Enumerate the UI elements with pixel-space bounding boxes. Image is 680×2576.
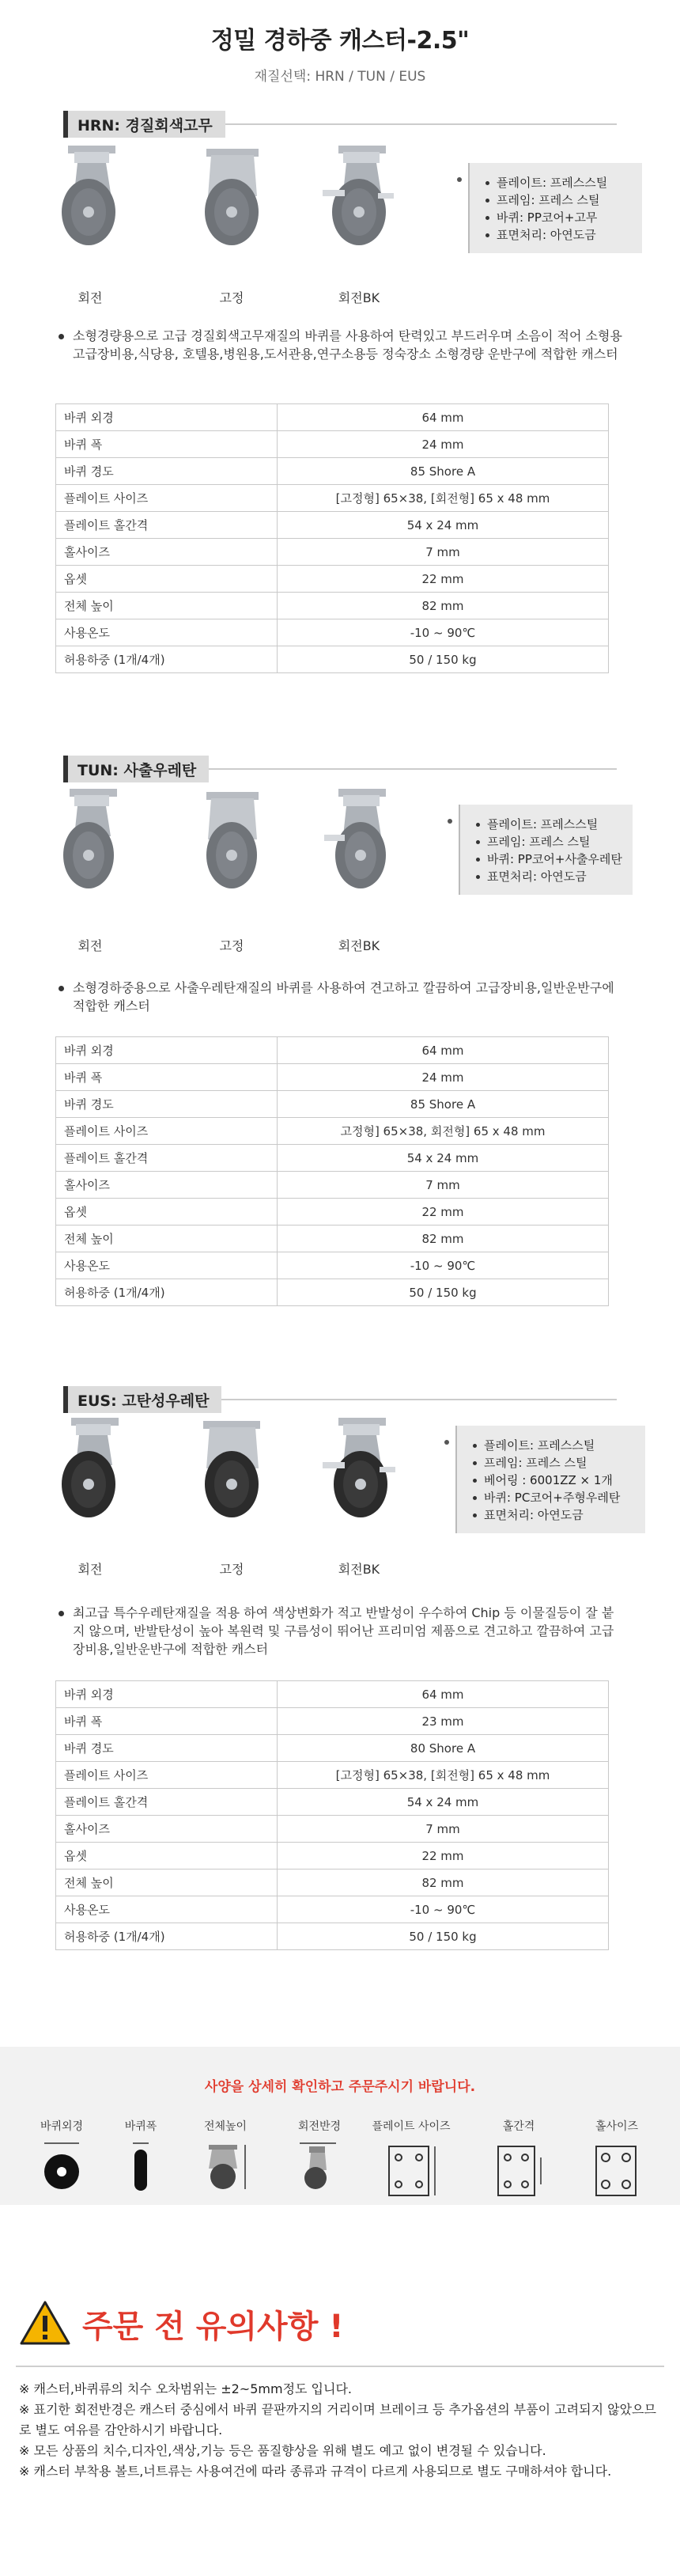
caster-swivel-image	[51, 146, 130, 248]
guide-swivel-radius	[280, 2118, 359, 2195]
dimension-guide	[0, 2047, 680, 2205]
table-row: 바퀴 폭 23 mm	[56, 1708, 609, 1735]
notice-line: ※ 캐스터 부착용 볼트,너트류는 사용여건에 따라 종류과 규격이 다르게 사용되므로 별도 구매하셔야 합니다.	[19, 2464, 612, 2479]
hole-spacing-icon	[487, 2140, 550, 2203]
section-tag-label: EUS: 고탄성우레탄	[77, 1392, 210, 1410]
spec-table	[55, 1680, 609, 1950]
table-row: 플레이트 사이즈 [고정형] 65×38, [회전형] 65 x 48 mm	[56, 1762, 609, 1789]
caption-swivel: 회전	[77, 938, 103, 953]
table-row: 바퀴 외경 64 mm	[56, 404, 609, 431]
caption-fixed: 고정	[219, 938, 244, 953]
wheel-diameter-icon	[38, 2140, 85, 2195]
spec-table	[55, 1036, 609, 1306]
notice-line: ※ 모든 상품의 치수,디자인,색상,기능 등은 품질향상을 위해 별도 예고 없이 변경될 수 있습니다.	[19, 2443, 546, 2458]
tag-marker	[63, 1386, 68, 1413]
caption-swivel: 회전	[77, 1562, 103, 1577]
guide-wheel-diameter	[22, 2118, 101, 2195]
total-height-icon	[198, 2140, 253, 2195]
guide-label: 홀간격	[502, 2120, 535, 2133]
guide-label: 회전반경	[297, 2120, 342, 2133]
caster-fixed-image	[192, 789, 271, 892]
order-notice	[0, 2205, 680, 2576]
table-row: 홀사이즈 7 mm	[56, 539, 609, 566]
guide-total-height	[186, 2118, 265, 2195]
product-description: 소형경량용으로 고급 경질회색고무재질의 바퀴를 사용하여 탄력있고 부드러우며 소음이 적어 소형용 고급장비용,식당용, 호텔용,병원용,도서관용,연구소용등 정숙장소 소형경량 운반구에 적합한 캐스터	[55, 327, 625, 363]
guide-label: 전체높이	[203, 2120, 247, 2133]
spec-item: 프레임: 프레스 스틸	[473, 1454, 636, 1472]
material-spec-list	[476, 816, 623, 885]
table-row: 옵셋 22 mm	[56, 1199, 609, 1225]
table-row: 허용하중 (1개/4개) 50 / 150 kg	[56, 1923, 609, 1950]
product-description: 최고급 특수우레탄재질을 적용 하여 색상변화가 적고 반발성이 우수하여 Chip 등 이물질등이 잘 붙지 않으며, 반발탄성이 높아 복원력 및 구름성이 뛰어난 프리미엄 제품으로 견고하고 깔끔하여 고급장비용,일반운반구에 적합한 캐스터	[55, 1604, 625, 1658]
table-row: 홀사이즈 7 mm	[56, 1816, 609, 1843]
table-row: 옵셋 22 mm	[56, 566, 609, 593]
guide-label: 바퀴외경	[40, 2120, 84, 2133]
table-row: 허용하중 (1개/4개) 50 / 150 kg	[56, 1279, 609, 1306]
material-spec-box	[459, 805, 633, 895]
guide-plate-size	[372, 2118, 451, 2203]
guide-wheel-width	[101, 2118, 180, 2195]
spec-item: 플레이트: 프레스스틸	[473, 1437, 636, 1454]
table-row: 바퀴 경도 85 Shore A	[56, 1091, 609, 1118]
page-header	[0, 0, 680, 85]
notice-title: 주문 전 유의사항 !	[82, 2309, 344, 2345]
table-row: 전체 높이 82 mm	[56, 1869, 609, 1896]
spec-table	[55, 403, 609, 673]
page-title: 정밀 경하중 캐스터-2.5"	[210, 27, 470, 55]
material-subtitle: 재질선택: HRN / TUN / EUS	[254, 69, 426, 85]
caption-fixed: 고정	[219, 1562, 244, 1577]
table-row: 바퀴 경도 80 Shore A	[56, 1735, 609, 1762]
caster-fixed-image	[192, 146, 271, 248]
section-tag-label: TUN: 사출우레탄	[77, 761, 197, 779]
section-tag	[63, 111, 225, 138]
box-pointer-dot	[448, 819, 452, 824]
guide-hole-size	[577, 2118, 656, 2203]
caption-swivel-brake: 회전BK	[338, 290, 380, 305]
tag-marker	[63, 756, 68, 782]
table-row: 바퀴 경도 85 Shore A	[56, 458, 609, 485]
table-row: 플레이트 사이즈 고정형] 65×38, 회전형] 65 x 48 mm	[56, 1118, 609, 1145]
caster-swivel-brake-image	[319, 1418, 399, 1521]
spec-item: 바퀴: PC코어+주형우레탄	[473, 1489, 636, 1506]
spec-item: 프레임: 프레스 스틸	[476, 833, 623, 850]
wheel-width-icon	[117, 2140, 164, 2195]
box-pointer-dot	[444, 1440, 449, 1445]
product-description: 소형경하중용으로 사출우레탄재질의 바퀴를 사용하여 견고하고 깔끔하여 고급장비용,일반운반구에 적합한 캐스터	[55, 979, 625, 1015]
material-spec-box	[468, 163, 642, 253]
spec-item: 표면처리: 아연도금	[473, 1506, 636, 1524]
caster-fixed-image	[192, 1418, 271, 1521]
caption-swivel-brake: 회전BK	[338, 1562, 380, 1577]
section-tag-label: HRN: 경질회색고무	[77, 116, 213, 134]
table-row: 플레이트 홀간격 54 x 24 mm	[56, 512, 609, 539]
notice-line: ※ 표기한 회전반경은 캐스터 중심에서 바퀴 끝판까지의 거리이며 브레이크 등 추가옵션의 부품이 고려되지 않았으므로 별도 여유를 감안하시기 바랍니다.	[19, 2402, 656, 2438]
section-tag	[63, 1386, 221, 1413]
tag-marker	[63, 111, 68, 138]
caster-swivel-brake-image	[319, 146, 399, 248]
spec-item: 플레이트: 프레스스틸	[476, 816, 623, 833]
section-tag	[63, 756, 209, 782]
table-row: 홀사이즈 7 mm	[56, 1172, 609, 1199]
spec-item: 프레임: 프레스 스틸	[485, 191, 633, 209]
table-row: 바퀴 외경 64 mm	[56, 1037, 609, 1064]
guide-label: 바퀴폭	[124, 2120, 157, 2133]
table-row: 사용온도 -10 ~ 90℃	[56, 1252, 609, 1279]
table-row: 바퀴 폭 24 mm	[56, 1064, 609, 1091]
notice-lines	[19, 2379, 659, 2482]
table-row: 플레이트 홀간격 54 x 24 mm	[56, 1145, 609, 1172]
guide-label: 플레이트 사이즈	[372, 2120, 451, 2133]
warning-icon	[19, 2300, 71, 2346]
caster-swivel-image	[51, 1418, 130, 1521]
table-row: 허용하중 (1개/4개) 50 / 150 kg	[56, 646, 609, 673]
notice-line: ※ 캐스터,바퀴류의 치수 오차범위는 ±2~5mm정도 입니다.	[19, 2381, 353, 2396]
guide-hole-spacing	[479, 2118, 558, 2203]
table-row: 플레이트 홀간격 54 x 24 mm	[56, 1789, 609, 1816]
material-spec-list	[485, 174, 633, 244]
spec-item: 베어링 : 6001ZZ × 1개	[473, 1472, 636, 1489]
plate-size-icon	[380, 2140, 443, 2203]
box-pointer-dot	[457, 177, 462, 182]
spec-item: 바퀴: PP코어+고무	[485, 209, 633, 226]
caption-fixed: 고정	[219, 290, 244, 305]
caption-swivel: 회전	[77, 290, 103, 305]
table-row: 사용온도 -10 ~ 90℃	[56, 1896, 609, 1923]
table-row: 사용온도 -10 ~ 90℃	[56, 619, 609, 646]
swivel-radius-icon	[292, 2140, 347, 2195]
spec-item: 바퀴: PP코어+사출우레탄	[476, 850, 623, 868]
guide-label: 홀사이즈	[595, 2120, 639, 2133]
material-spec-box	[455, 1426, 645, 1533]
table-row: 플레이트 사이즈 [고정형] 65×38, [회전형] 65 x 48 mm	[56, 485, 609, 512]
hole-size-icon	[585, 2140, 648, 2203]
spec-item: 표면처리: 아연도금	[476, 868, 623, 885]
table-row: 전체 높이 82 mm	[56, 1225, 609, 1252]
caption-swivel-brake: 회전BK	[338, 938, 380, 953]
table-row: 전체 높이 82 mm	[56, 593, 609, 619]
notice-divider	[16, 2366, 664, 2367]
spec-item: 플레이트: 프레스스틸	[485, 174, 633, 191]
table-row: 바퀴 폭 24 mm	[56, 431, 609, 458]
spec-item: 표면처리: 아연도금	[485, 226, 633, 244]
table-row: 바퀴 외경 64 mm	[56, 1681, 609, 1708]
guide-title: 사양을 상세히 확인하고 주문주시기 바랍니다.	[204, 2079, 476, 2095]
caster-swivel-image	[51, 789, 130, 892]
caster-swivel-brake-image	[319, 789, 399, 892]
material-spec-list	[473, 1437, 636, 1524]
table-row: 옵셋 22 mm	[56, 1843, 609, 1869]
